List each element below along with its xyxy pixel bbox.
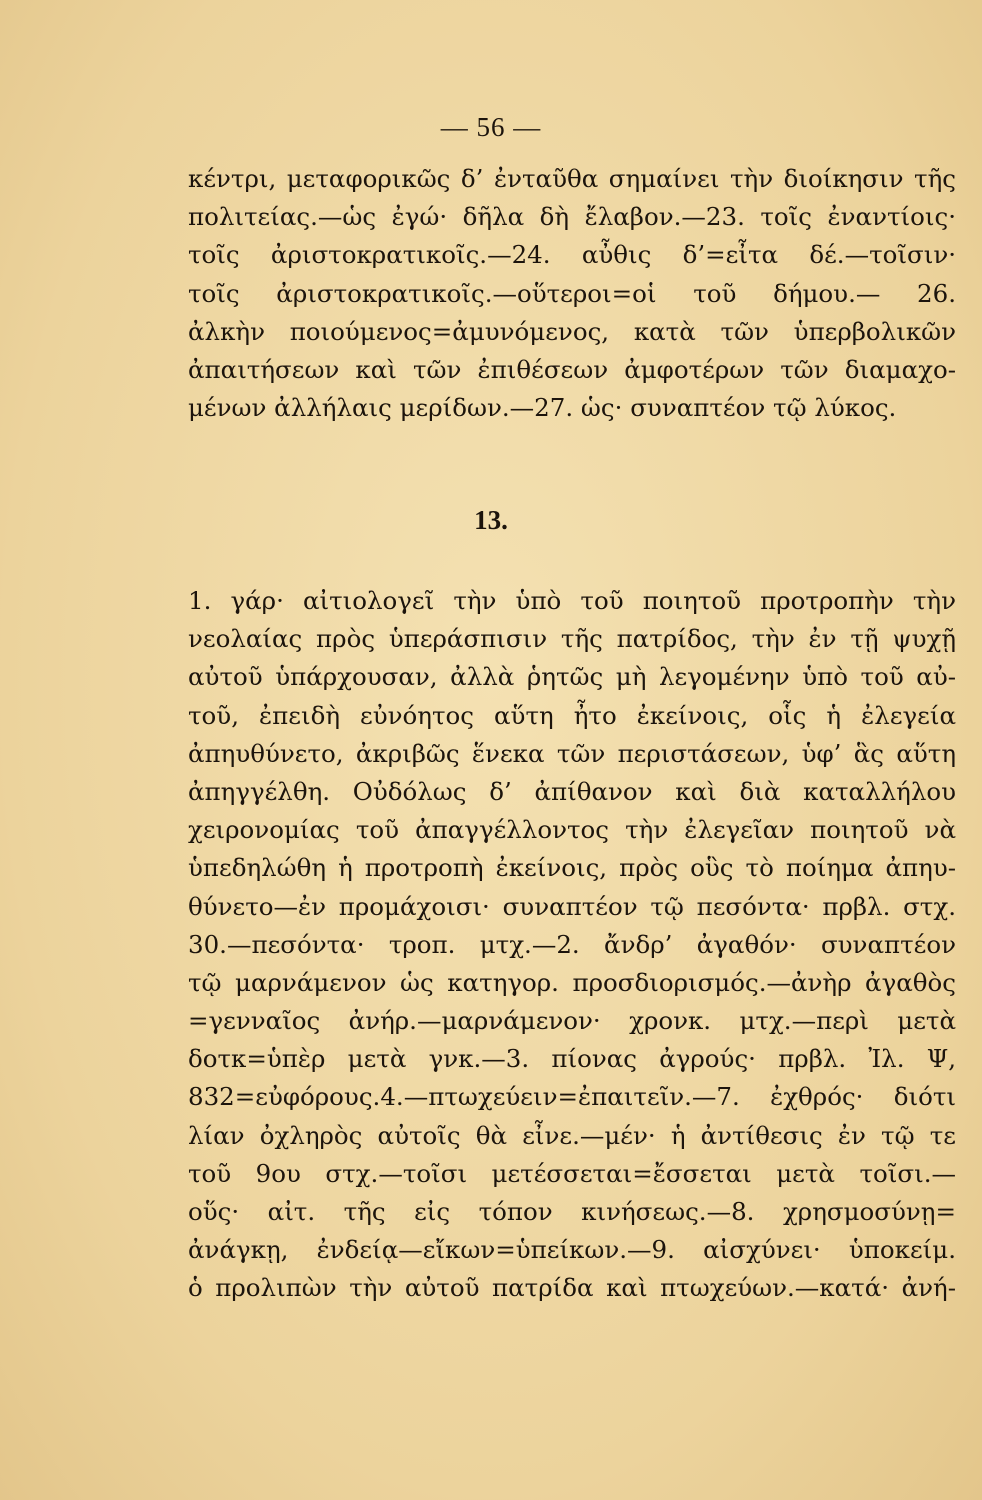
text-line: χειρονομίας τοῦ ἀπαγγέλλοντος τὴν ἐλεγεῖαν ποιητοῦ νὰ: [188, 815, 956, 845]
text-line: τοῦ 9ου στχ.—τοῖσι μετέσσεται=ἔσσεται μετὰ τοῖσι.—: [188, 1158, 956, 1188]
text-line: ἀλκὴν ποιούμενος=ἀμυνόμενος, κατὰ τῶν ὑπερβολικῶν: [188, 316, 956, 346]
text-line: 1. γάρ· αἰτιολογεῖ τὴν ὑπὸ τοῦ ποιητοῦ προτροπὴν τὴν: [188, 586, 956, 615]
text-line: ἀπαιτήσεων καὶ τῶν ἐπιθέσεων ἀμφοτέρων τῶν διαμαχο-: [188, 354, 956, 384]
text-line: πολιτείας.—ὡς ἐγώ· δῆλα δὴ ἔλαβον.—23. τοῖς ἐναντίοις·: [188, 202, 956, 232]
text-line: ὑπεδηλώθη ἡ προτροπὴ ἐκείνοις, πρὸς οὓς τὸ ποίημα ἀπηυ-: [188, 853, 956, 883]
text-line: τοῖς ἀριστοκρατικοῖς.—24. αὖθις δ’=εἶτα δέ.—τοῖσιν·: [188, 240, 956, 270]
commentary-block-section-13: [188, 582, 956, 1308]
text-line: ἀπηυθύνετο, ἀκριβῶς ἕνεκα τῶν περιστάσεων, ὑφ’ ἃς αὕτη: [188, 738, 956, 768]
text-line: ἀνάγκῃ, ἐνδείᾳ—εἴκων=ὑπείκων.—9. αἰσχύνει· ὑποκείμ.: [188, 1235, 956, 1265]
text-line: θύνετο—ἐν προμάχοισι· συναπτέον τῷ πεσόντα· πρβλ. στχ.: [188, 891, 956, 921]
text-line: μένων ἀλλήλαις μερίδων.—27. ὡς· συναπτέον τῷ λύκος.: [188, 393, 897, 423]
text-line: λίαν ὀχληρὸς αὐτοῖς θὰ εἶνε.—μέν· ἡ ἀντίθεσις ἐν τῷ τε: [188, 1120, 956, 1150]
section-heading: 13.: [474, 505, 508, 535]
text-line: δοτκ=ὑπὲρ μετὰ γνκ.—3. πίονας ἀγρούς· πρβλ. Ἰλ. Ψ,: [188, 1044, 956, 1074]
page-number: — 56 —: [440, 112, 542, 142]
text-line: αὐτοῦ ὑπάρχουσαν, ἀλλὰ ῥητῶς μὴ λεγομένην ὑπὸ τοῦ αὐ-: [188, 662, 956, 692]
text-line: τοῦ, ἐπειδὴ εὐνόητος αὕτη ἦτο ἐκείνοις, οἷς ἡ ἐλεγεία: [188, 700, 956, 730]
text-line: νεολαίας πρὸς ὑπεράσπισιν τῆς πατρίδος, τὴν ἐν τῇ ψυχῇ: [188, 624, 956, 654]
text-line: 832=εὐφόρους.4.—πτωχεύειν=ἐπαιτεῖν.—7. ἐχθρός· διότι: [188, 1082, 956, 1112]
text-line: =γενναῖος ἀνήρ.—μαρνάμενον· χρονκ. μτχ.—περὶ μετὰ: [188, 1006, 956, 1036]
text-line: 30.—πεσόντα· τροπ. μτχ.—2. ἄνδρ’ ἀγαθόν· συναπτέον: [188, 929, 956, 959]
text-line: οὕς· αἰτ. τῆς εἰς τόπον κινήσεως.—8. χρησμοσύνῃ=: [188, 1197, 956, 1226]
text-line: τοῖς ἀριστοκρατικοῖς.—οὕτεροι=οἱ τοῦ δήμου.— 26.: [188, 278, 956, 308]
commentary-block-top: [188, 160, 956, 427]
text-line: κέντρι, μεταφορικῶς δ’ ἐνταῦθα σημαίνει τὴν διοίκησιν τῆς: [188, 164, 956, 193]
text-line: ὁ προλιπὼν τὴν αὐτοῦ πατρίδα καὶ πτωχεύων.—κατά· ἀνή-: [188, 1273, 956, 1303]
text-line: ἀπηγγέλθη. Οὐδόλως δ’ ἀπίθανον καὶ διὰ καταλλήλου: [188, 776, 956, 806]
text-line: τῷ μαρνάμενον ὡς κατηγορ. προσδιορισμός.—ἀνὴρ ἀγαθὸς: [188, 967, 956, 997]
